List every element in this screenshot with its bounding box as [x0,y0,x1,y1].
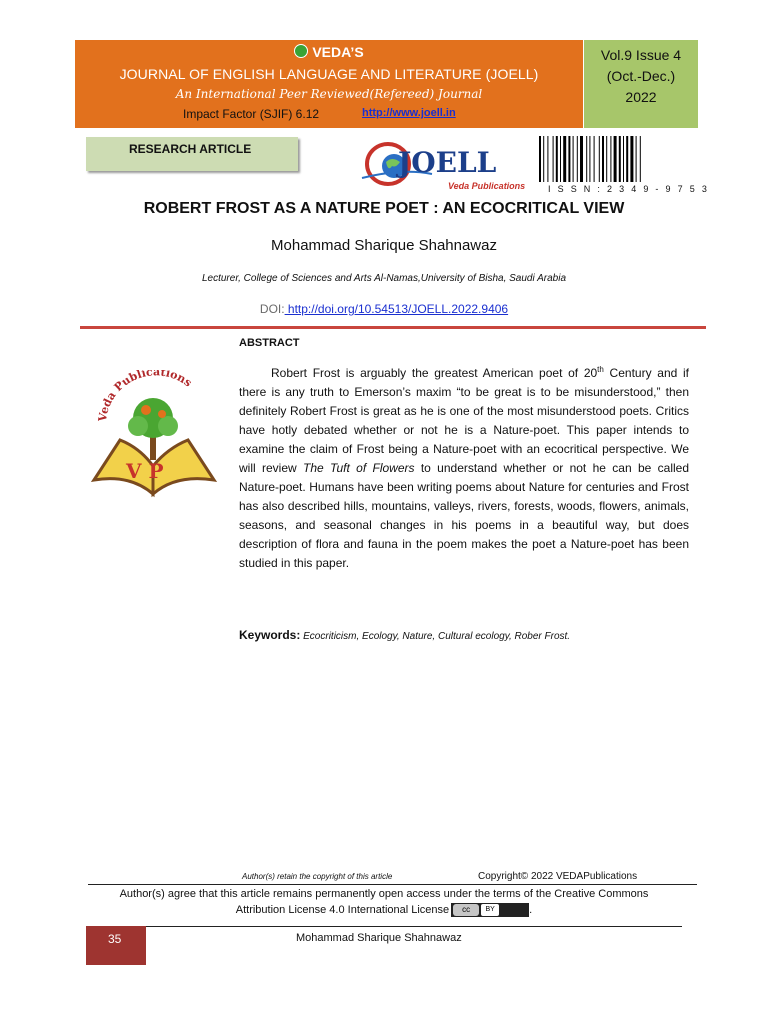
doi-link[interactable]: http://doi.org/10.54513/JOELL.2022.9406 [284,302,509,316]
veda-logo-arc-text: Veda Publications [95,370,195,423]
keywords-value: Ecocriticism, Ecology, Nature, Cultural ecology, Rober Frost. [300,631,571,642]
author-name: Mohammad Sharique Shahnawaz [271,237,497,254]
joell-logo-subtitle: Veda Publications [448,181,526,191]
doi-label: DOI: [259,302,285,316]
license-statement: Author(s) agree that this article remains permanently open access under the terms of the Creative Commons Attribution License 4.0 International License cc BY . [119,888,649,916]
issue-info [584,40,698,128]
volume-issue: Vol.9 Issue 4 [600,47,682,63]
keywords [239,628,570,642]
abstract-body: Robert Frost is arguably the greatest American poet of 20th Century and if there is any truth to Emerson’s maxim “to be great is to be misunderstood,” then definitely Robert Frost is great as he is one of the most misunderstood poets. Critics have hotly debated whether or not he is a Nature-poet. This paper intends to examine the claim of Frost being a Nature-poet with an ecocritical perspective. We will review The Tuft of Flowers to understand whether or not he can be called Nature-poet. Humans have been writing poems about Nature for centuries and Frost has also described hills, mountains, valleys, rivers, forests, woods, flowers, animals, seasons, and seasonal changes in his poems in a beautiful way, but does description of flora and fauna in the poem makes the poet a Nature-poet has been studied in this paper. [239,365,689,570]
running-head: Mohammad Sharique Shahnawaz [296,932,462,944]
veda-publications-logo [90,370,218,500]
author-affiliation: Lecturer, College of Sciences and Arts Al-Namas,University of Bisha, Saudi Arabia [201,273,567,284]
journal-tagline: An International Peer Reviewed(Refereed) Journal [175,87,483,101]
article-title: ROBERT FROST AS A NATURE POET : AN ECOCRITICAL VIEW [143,200,625,217]
impact-factor: Impact Factor (SJIF) 6.12 [183,107,320,121]
keywords-label: Keywords: [239,628,301,642]
journal-name: JOURNAL OF ENGLISH LANGUAGE AND LITERATURE (JOELL) [119,66,539,82]
page-number-box [86,926,146,965]
issue-year: 2022 [625,89,657,105]
issue-period: (Oct.-Dec.) [606,68,676,84]
joell-logo-text: JOELL [398,146,497,179]
page-footer-divider [86,926,682,927]
doi-line [0,302,768,316]
journal-header [75,40,583,128]
copyright-note: Author(s) retain the copyright of this article [242,872,393,881]
publisher-name: VEDA’S [75,44,583,60]
section-divider [80,326,706,329]
website-link[interactable]: http://www.joell.in [362,107,456,119]
flower-icon [294,44,308,58]
poem-title: The Tuft of Flowers [303,461,415,475]
article-type-label: RESEARCH ARTICLE [129,142,252,156]
joell-logo [358,138,528,194]
article-type-tag [86,137,298,171]
abstract-heading: ABSTRACT [239,337,300,349]
footer-divider [88,884,697,885]
page-number: 35 [108,932,122,946]
copyright-text: Copyright© 2022 VEDAPublications [478,871,638,882]
book-tree-icon [90,370,218,500]
barcode-icon [539,136,676,182]
issn-number: I S S N : 2 3 4 9 - 9 7 5 3 [548,184,710,194]
cc-by-license-icon[interactable]: cc BY [451,903,529,917]
veda-logo-letters: V P [126,459,164,483]
